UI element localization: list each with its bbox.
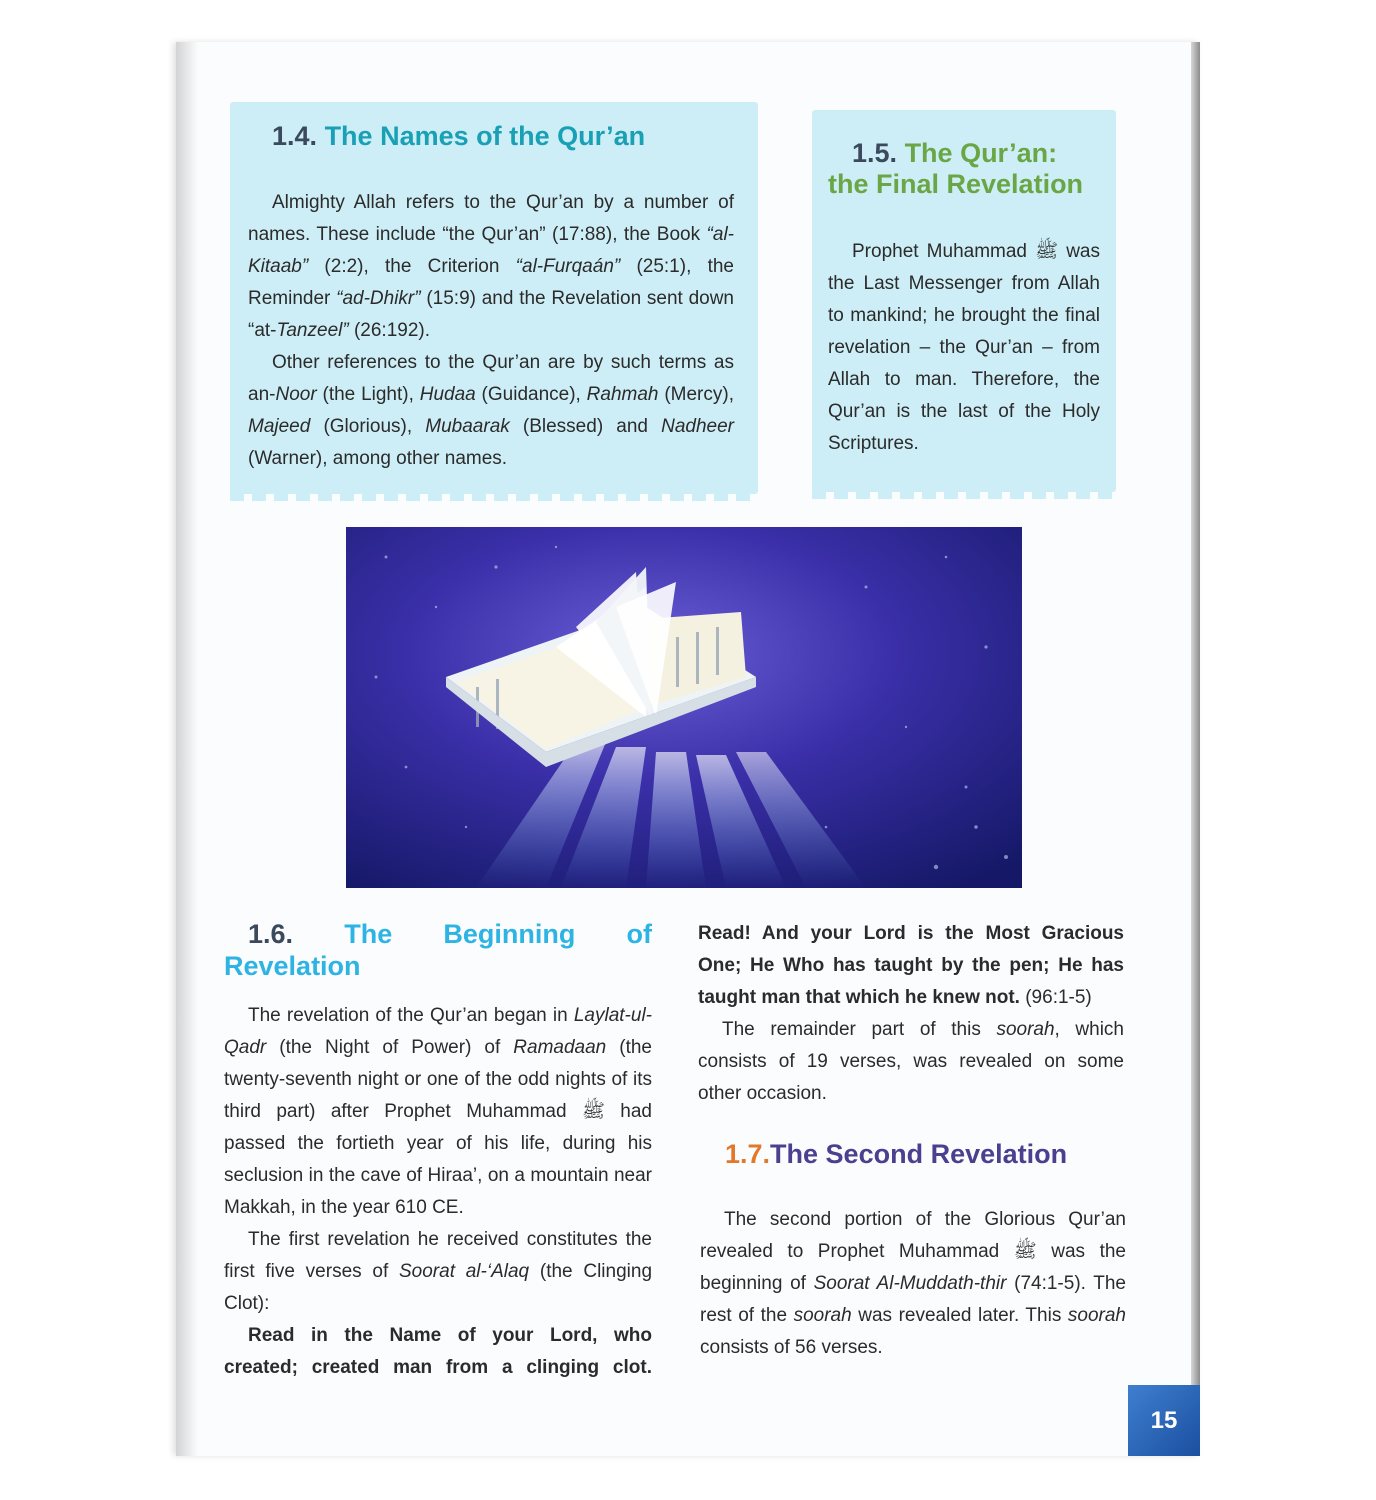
section-1-7-heading	[725, 1138, 1067, 1170]
section-1-6-paragraph-1: The revelation of the Qur’an began in Laylat-ul-Qadr (the Night of Power) of Ramadaan (the twenty-seventh night or one of the odd nights of its third part) after Prophet Muhammad ﷺ had passed the fortieth year of his life, during his seclusion in the cave of Hiraa’, on a mountain near Makkah, in the year 610 CE.	[224, 1005, 652, 1218]
section-1-4-paragraph-2: Other references to the Qur’an are by such terms as an-Noor (the Light), Hudaa (Guidance), Rahmah (Mercy), Majeed (Glorious), Mubaarak (Blessed) and Nadheer (Warner), among other names.	[248, 352, 734, 469]
section-1-6-title-word-4: Revelation	[224, 951, 361, 981]
section-1-7-paragraph: The second portion of the Glorious Qur’an revealed to Prophet Muhammad ﷺ was the beginning of Soorat Al-Muddath-thir (74:1-5). The rest of the soorah was revealed later. This soorah consists of 56 verses.	[700, 1209, 1127, 1358]
section-1-6-title-word-2: Beginning	[443, 919, 576, 949]
section-1-5-paragraph: Prophet Muhammad ﷺ was the Last Messenger from Allah to mankind; he brought the final revelation – the Qur’an – from Allah to man. Therefore, the Qur’an is the last of the Holy Scriptures.	[828, 241, 1100, 454]
quran-quote-part-1: Read in the Name of your Lord, who created; created man from a clinging clot.	[224, 1325, 652, 1378]
section-1-6-continued	[698, 918, 1124, 1110]
section-1-6-title-word-1: The	[344, 919, 393, 949]
section-1-5-heading	[828, 138, 1100, 200]
section-1-6-paragraph-2: The first revelation he received constitutes the first five verses of Soorat al-‘Alaq (the Clinging Clot):	[224, 1229, 653, 1314]
section-1-5-title-line-2: the Final Revelation	[828, 169, 1084, 199]
section-1-7-number: 1.7.	[725, 1139, 771, 1169]
section-1-4-number: 1.4.	[272, 121, 318, 151]
page-gutter-shadow	[176, 42, 198, 1456]
open-book-with-light-rays-image	[346, 527, 1022, 888]
section-1-4-title: The Names of the Qur’an	[324, 121, 646, 151]
section-1-5-body	[828, 236, 1100, 460]
section-1-6-heading	[224, 918, 652, 982]
section-1-4-paragraph-1: Almighty Allah refers to the Qur’an by a number of names. These include “the Qur’an” (17:88), the Book “al-Kitaab” (2:2), the Criterion “al-Furqaán” (25:1), the Reminder “ad-Dhikr” (15:9) and the Revelation sent down “at-Tanzeel” (26:192).	[248, 192, 734, 341]
section-1-4-body	[248, 187, 734, 475]
section-1-6-body	[224, 1000, 652, 1384]
section-1-6-title-word-3: of	[626, 919, 652, 949]
section-1-4-heading	[272, 120, 645, 152]
section-1-7-body	[700, 1204, 1126, 1364]
quran-illustration	[346, 527, 1022, 888]
quran-quote-part-2: Read! And your Lord is the Most Gracious One; He Who has taught by the pen; He has taught man that which he knew not. (96:1-5)	[698, 923, 1124, 1008]
page-edge	[1191, 42, 1200, 1456]
section-1-5-title-line-1: The Qur’an:	[904, 138, 1058, 168]
page-number-badge: 15	[1128, 1385, 1200, 1456]
section-1-6-paragraph-3: The remainder part of this soorah, which consists of 19 verses, was revealed on some other occasion.	[698, 1019, 1125, 1104]
section-1-6-number: 1.6.	[248, 919, 294, 949]
section-1-7-title: The Second Revelation	[770, 1139, 1068, 1169]
section-1-5-number: 1.5.	[852, 138, 898, 168]
